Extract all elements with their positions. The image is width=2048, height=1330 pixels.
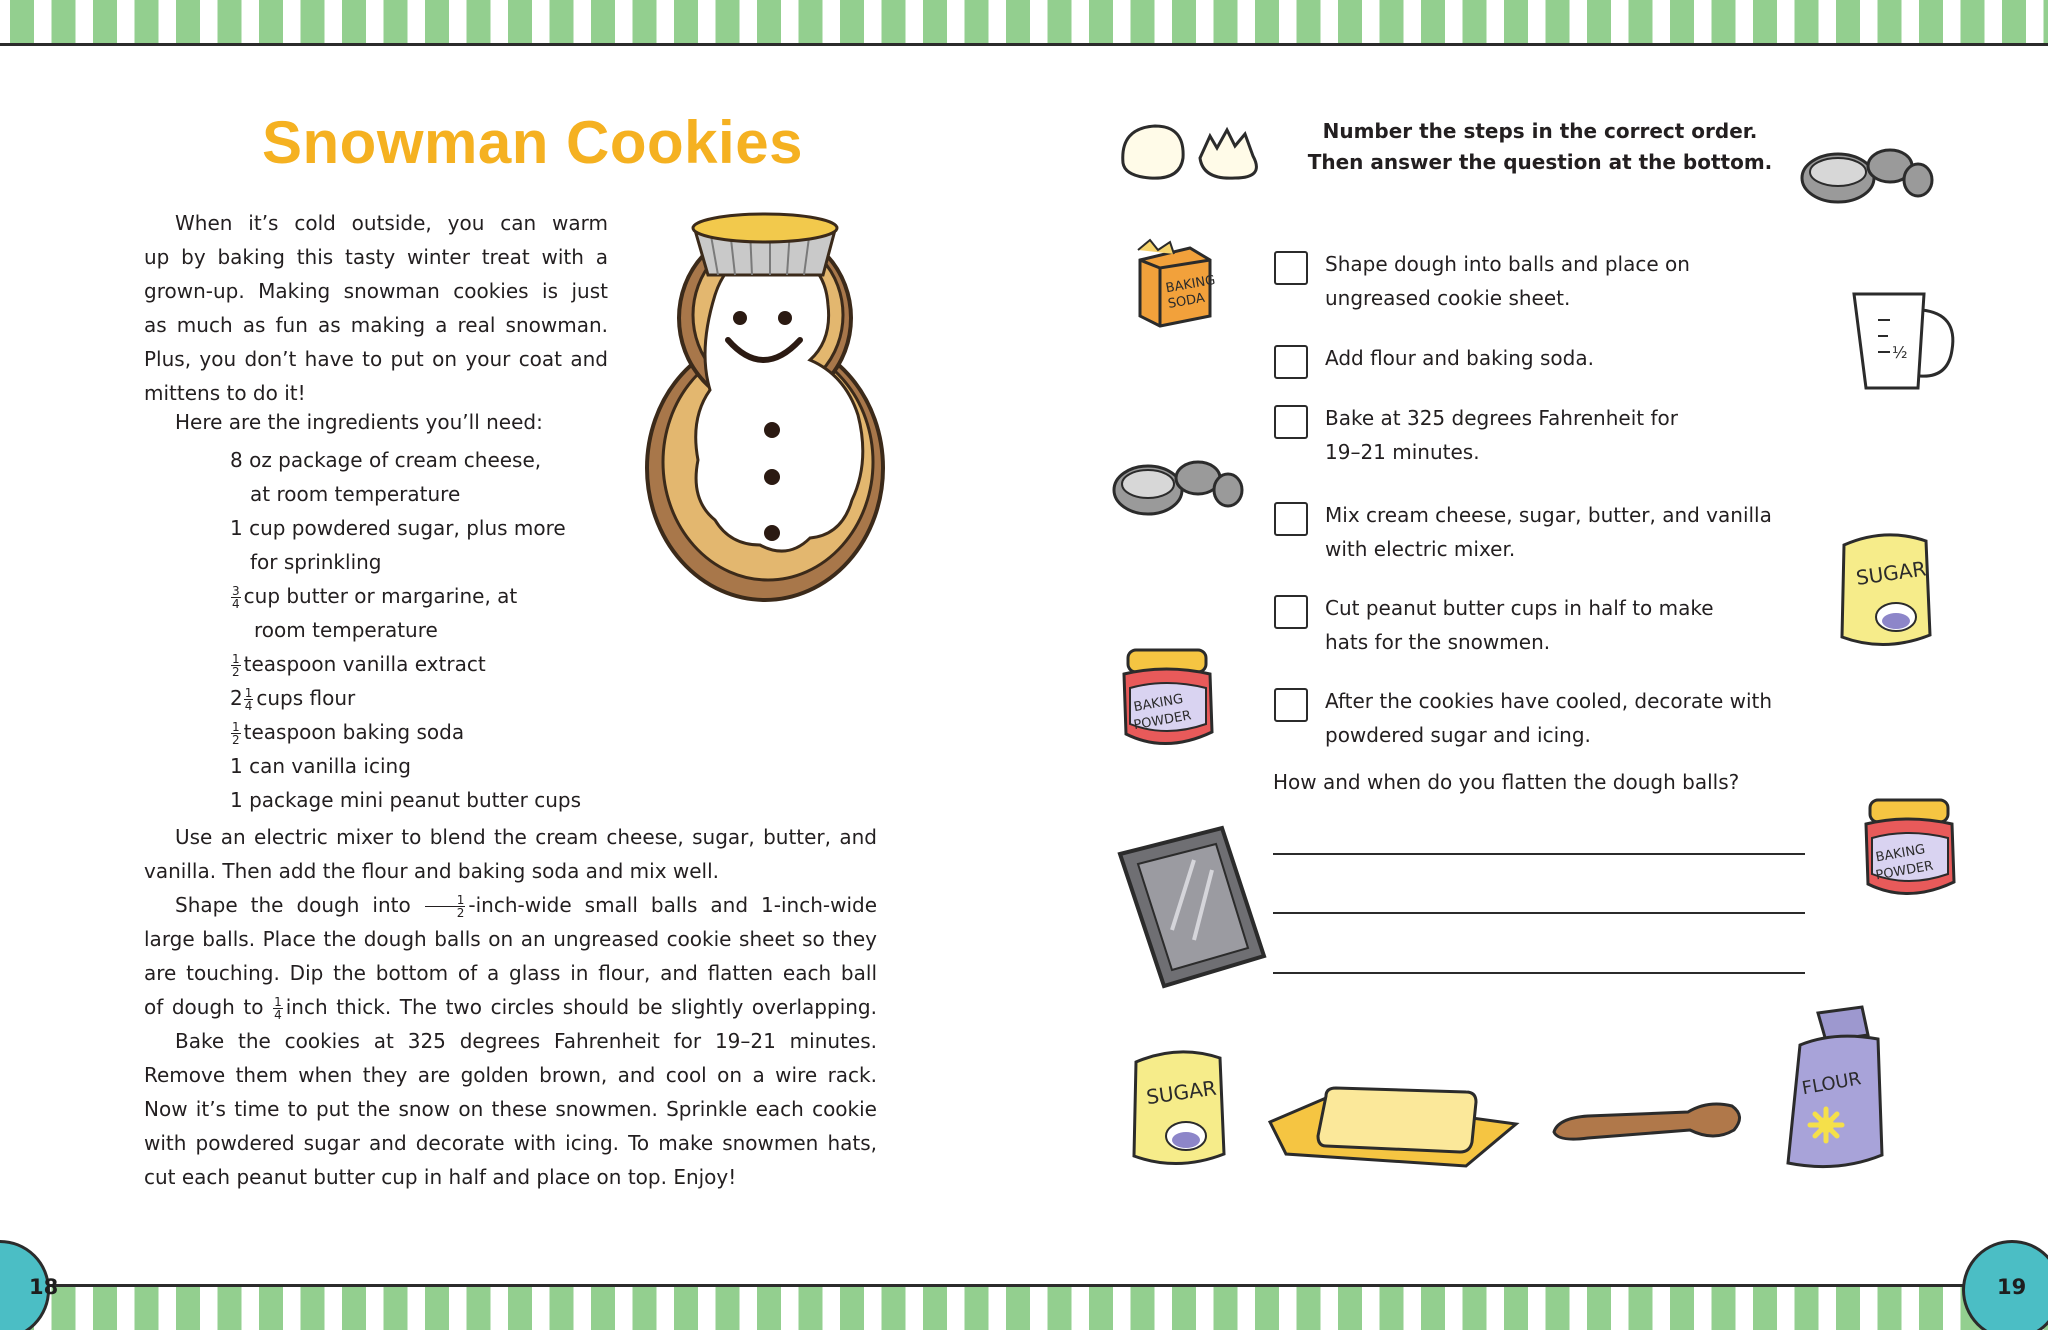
step-text <box>1325 247 1795 315</box>
directions-paragraph-1 <box>144 820 877 888</box>
step-text-line: Cut peanut butter cups in half to make <box>1325 596 1714 620</box>
step-number-box[interactable] <box>1274 502 1308 536</box>
fraction-denominator: 4 <box>244 699 253 713</box>
eggshell-icon <box>1115 118 1275 184</box>
fraction <box>273 996 283 1021</box>
ingredients-list <box>230 443 581 817</box>
sugar-bag-icon <box>1830 525 1940 655</box>
fraction-numerator: 1 <box>244 686 253 700</box>
step-text <box>1325 591 1795 659</box>
page-number-right-label: 19 <box>1997 1275 2027 1299</box>
ingredient-cream-cheese-cont: at room temperature <box>250 482 461 506</box>
directions-line: vanilla. Then add the flour and baking soda and mix well. <box>144 859 720 883</box>
fraction <box>231 721 241 746</box>
ingredients-heading: Here are the ingredients you’ll need: <box>175 410 543 434</box>
fraction-denominator: 2 <box>232 733 240 747</box>
baking-powder-jar-icon <box>1858 788 1962 908</box>
directions-line: Remove them when they are golden brown, and cool on a wire rack. <box>144 1063 877 1087</box>
directions-line: Now it’s time to put the snow on these snowmen. Sprinkle each cookie <box>144 1097 877 1121</box>
step-number-box[interactable] <box>1274 595 1308 629</box>
ingredient-peanut-butter-cups: 1 package mini peanut butter cups <box>230 788 582 812</box>
fraction <box>425 894 466 919</box>
intro-line: mittens to do it! <box>144 381 306 405</box>
step-number-box[interactable] <box>1274 405 1308 439</box>
baking-soda-box-icon <box>1130 238 1220 328</box>
question-text: How and when do you flatten the dough balls? <box>1273 770 1740 794</box>
step-text-line: powdered sugar and icing. <box>1325 723 1591 747</box>
step-item <box>1274 247 1795 315</box>
directions-line <box>144 888 877 922</box>
intro-line: as much as fun as making a real snowman. <box>144 313 608 337</box>
step-item <box>1274 401 1795 469</box>
bottom-stripe-border <box>0 1284 2048 1330</box>
butter-stick-icon <box>1266 1082 1521 1172</box>
fraction-denominator: 2 <box>232 665 240 679</box>
step-item <box>1274 591 1795 659</box>
intro-line: Plus, you don’t have to put on your coat and <box>144 347 608 371</box>
page-number-right <box>1962 1240 2048 1330</box>
answer-line[interactable] <box>1273 912 1805 914</box>
step-text-line: Add flour and baking soda. <box>1325 346 1594 370</box>
directions-line: are touching. Dip the bottom of a glass in flour, and flatten each ball <box>144 961 877 985</box>
ingredient-baking-soda <box>230 715 581 749</box>
step-text-line: Shape dough into balls and place on <box>1325 252 1690 276</box>
wooden-spoon-icon <box>1548 1096 1748 1152</box>
fraction <box>244 687 254 712</box>
fraction-denominator: 2 <box>456 906 465 920</box>
instructions-line: Number the steps in the correct order. <box>1322 119 1758 143</box>
baking-powder-label: POWDER <box>1132 708 1193 734</box>
measuring-cups-icon <box>1798 128 1938 210</box>
fraction-numerator: 1 <box>425 894 466 907</box>
instructions-line: Then answer the question at the bottom. <box>1307 150 1773 174</box>
baking-powder-jar-icon <box>1114 636 1224 756</box>
intro-line: grown-up. Making snowman cookies is just <box>144 279 608 303</box>
directions-paragraph-3 <box>144 1024 877 1194</box>
ingredient-butter-cont: room temperature <box>254 618 438 642</box>
baking-powder-label: POWDER <box>1874 858 1935 884</box>
ingredient-butter-text: cup butter or margarine, at <box>243 584 518 608</box>
sugar-label: SUGAR <box>1854 556 1928 590</box>
directions-line: cut each peanut butter cup in half and place on top. Enjoy! <box>144 1165 737 1189</box>
fraction-numerator: 1 <box>232 720 240 734</box>
step-text-line: After the cookies have cooled, decorate with <box>1325 689 1773 713</box>
directions-line: with powdered sugar and decorate with icing. To make snowmen hats, <box>144 1131 877 1155</box>
ingredient-butter <box>230 579 581 613</box>
ingredient-powdered-sugar: 1 cup powdered sugar, plus more <box>230 516 566 540</box>
step-item <box>1274 684 1795 752</box>
directions-line: large balls. Place the dough balls on an ungreased cookie sheet so they <box>144 927 877 951</box>
fraction-numerator: 1 <box>274 995 282 1009</box>
step-text-line: Bake at 325 degrees Fahrenheit for <box>1325 406 1678 430</box>
baking-powder-label: BAKING <box>1132 691 1185 716</box>
step-item <box>1274 498 1795 566</box>
cookie-sheet-icon <box>1112 820 1272 995</box>
step-text <box>1325 684 1795 752</box>
fraction-whole: 2 <box>230 686 243 710</box>
directions-text: -inch-wide small balls and 1-inch-wide <box>468 893 878 917</box>
step-text <box>1325 498 1795 566</box>
directions-text: Shape the dough into <box>175 893 411 917</box>
step-number-box[interactable] <box>1274 688 1308 722</box>
fraction-denominator: 4 <box>232 597 240 611</box>
step-text-line: with electric mixer. <box>1325 537 1516 561</box>
step-text-line: hats for the snowmen. <box>1325 630 1551 654</box>
ingredient-flour-text: cups flour <box>256 686 356 710</box>
answer-line[interactable] <box>1273 853 1805 855</box>
activity-instructions <box>1290 116 1790 178</box>
ingredient-icing: 1 can vanilla icing <box>230 754 411 778</box>
page-number-left-label: 18 <box>29 1275 59 1299</box>
fraction-numerator: 1 <box>232 652 240 666</box>
ingredient-powdered-sugar-cont: for sprinkling <box>250 550 382 574</box>
step-text-line: ungreased cookie sheet. <box>1325 286 1571 310</box>
directions-line: Bake the cookies at 325 degrees Fahrenheit for 19–21 minutes. <box>175 1029 877 1053</box>
intro-line: When it’s cold outside, you can warm <box>175 211 608 235</box>
step-item <box>1274 341 1795 379</box>
sugar-label: SUGAR <box>1144 1075 1218 1110</box>
measuring-spoons-icon <box>1110 440 1250 520</box>
ingredient-vanilla-text: teaspoon vanilla extract <box>243 652 486 676</box>
snowman-cookie-illustration <box>620 200 920 620</box>
intro-paragraph <box>144 206 608 410</box>
measuring-cup-label: ½ <box>1892 343 1908 362</box>
step-text-line: 19–21 minutes. <box>1325 440 1480 464</box>
ingredient-cream-cheese: 8 oz package of cream cheese, <box>230 448 542 472</box>
fraction-denominator: 4 <box>274 1008 282 1022</box>
step-text-line: Mix cream cheese, sugar, butter, and vanilla <box>1325 503 1772 527</box>
sugar-bag-icon <box>1122 1042 1234 1174</box>
top-stripe-border <box>0 0 2048 46</box>
ingredient-vanilla <box>230 647 581 681</box>
flour-bag-icon <box>1778 1005 1890 1177</box>
baking-powder-label: BAKING <box>1874 842 1927 866</box>
measuring-cup-icon <box>1840 280 1970 400</box>
page-title: Snowman Cookies <box>262 109 803 176</box>
baking-soda-label: BAKING <box>1164 272 1217 297</box>
fraction-numerator: 3 <box>232 584 240 598</box>
ingredient-flour <box>230 681 581 715</box>
step-number-box[interactable] <box>1274 345 1308 379</box>
directions-line <box>144 990 877 1024</box>
directions-text: inch thick. The two circles should be slightly overlapping. <box>285 995 877 1019</box>
step-text <box>1325 341 1795 375</box>
flour-label: FLOUR <box>1800 1068 1863 1100</box>
directions-line: Use an electric mixer to blend the cream cheese, sugar, butter, and <box>175 825 877 849</box>
baking-soda-label: SODA <box>1166 290 1207 312</box>
step-text <box>1325 401 1795 469</box>
answer-line[interactable] <box>1273 972 1805 974</box>
directions-paragraph-2 <box>144 888 877 1024</box>
fraction <box>231 653 241 678</box>
directions-text: of dough to <box>144 995 264 1019</box>
step-number-box[interactable] <box>1274 251 1308 285</box>
ingredient-baking-soda-text: teaspoon baking soda <box>243 720 465 744</box>
fraction <box>231 585 241 610</box>
intro-line: up by baking this tasty winter treat with a <box>144 245 608 269</box>
